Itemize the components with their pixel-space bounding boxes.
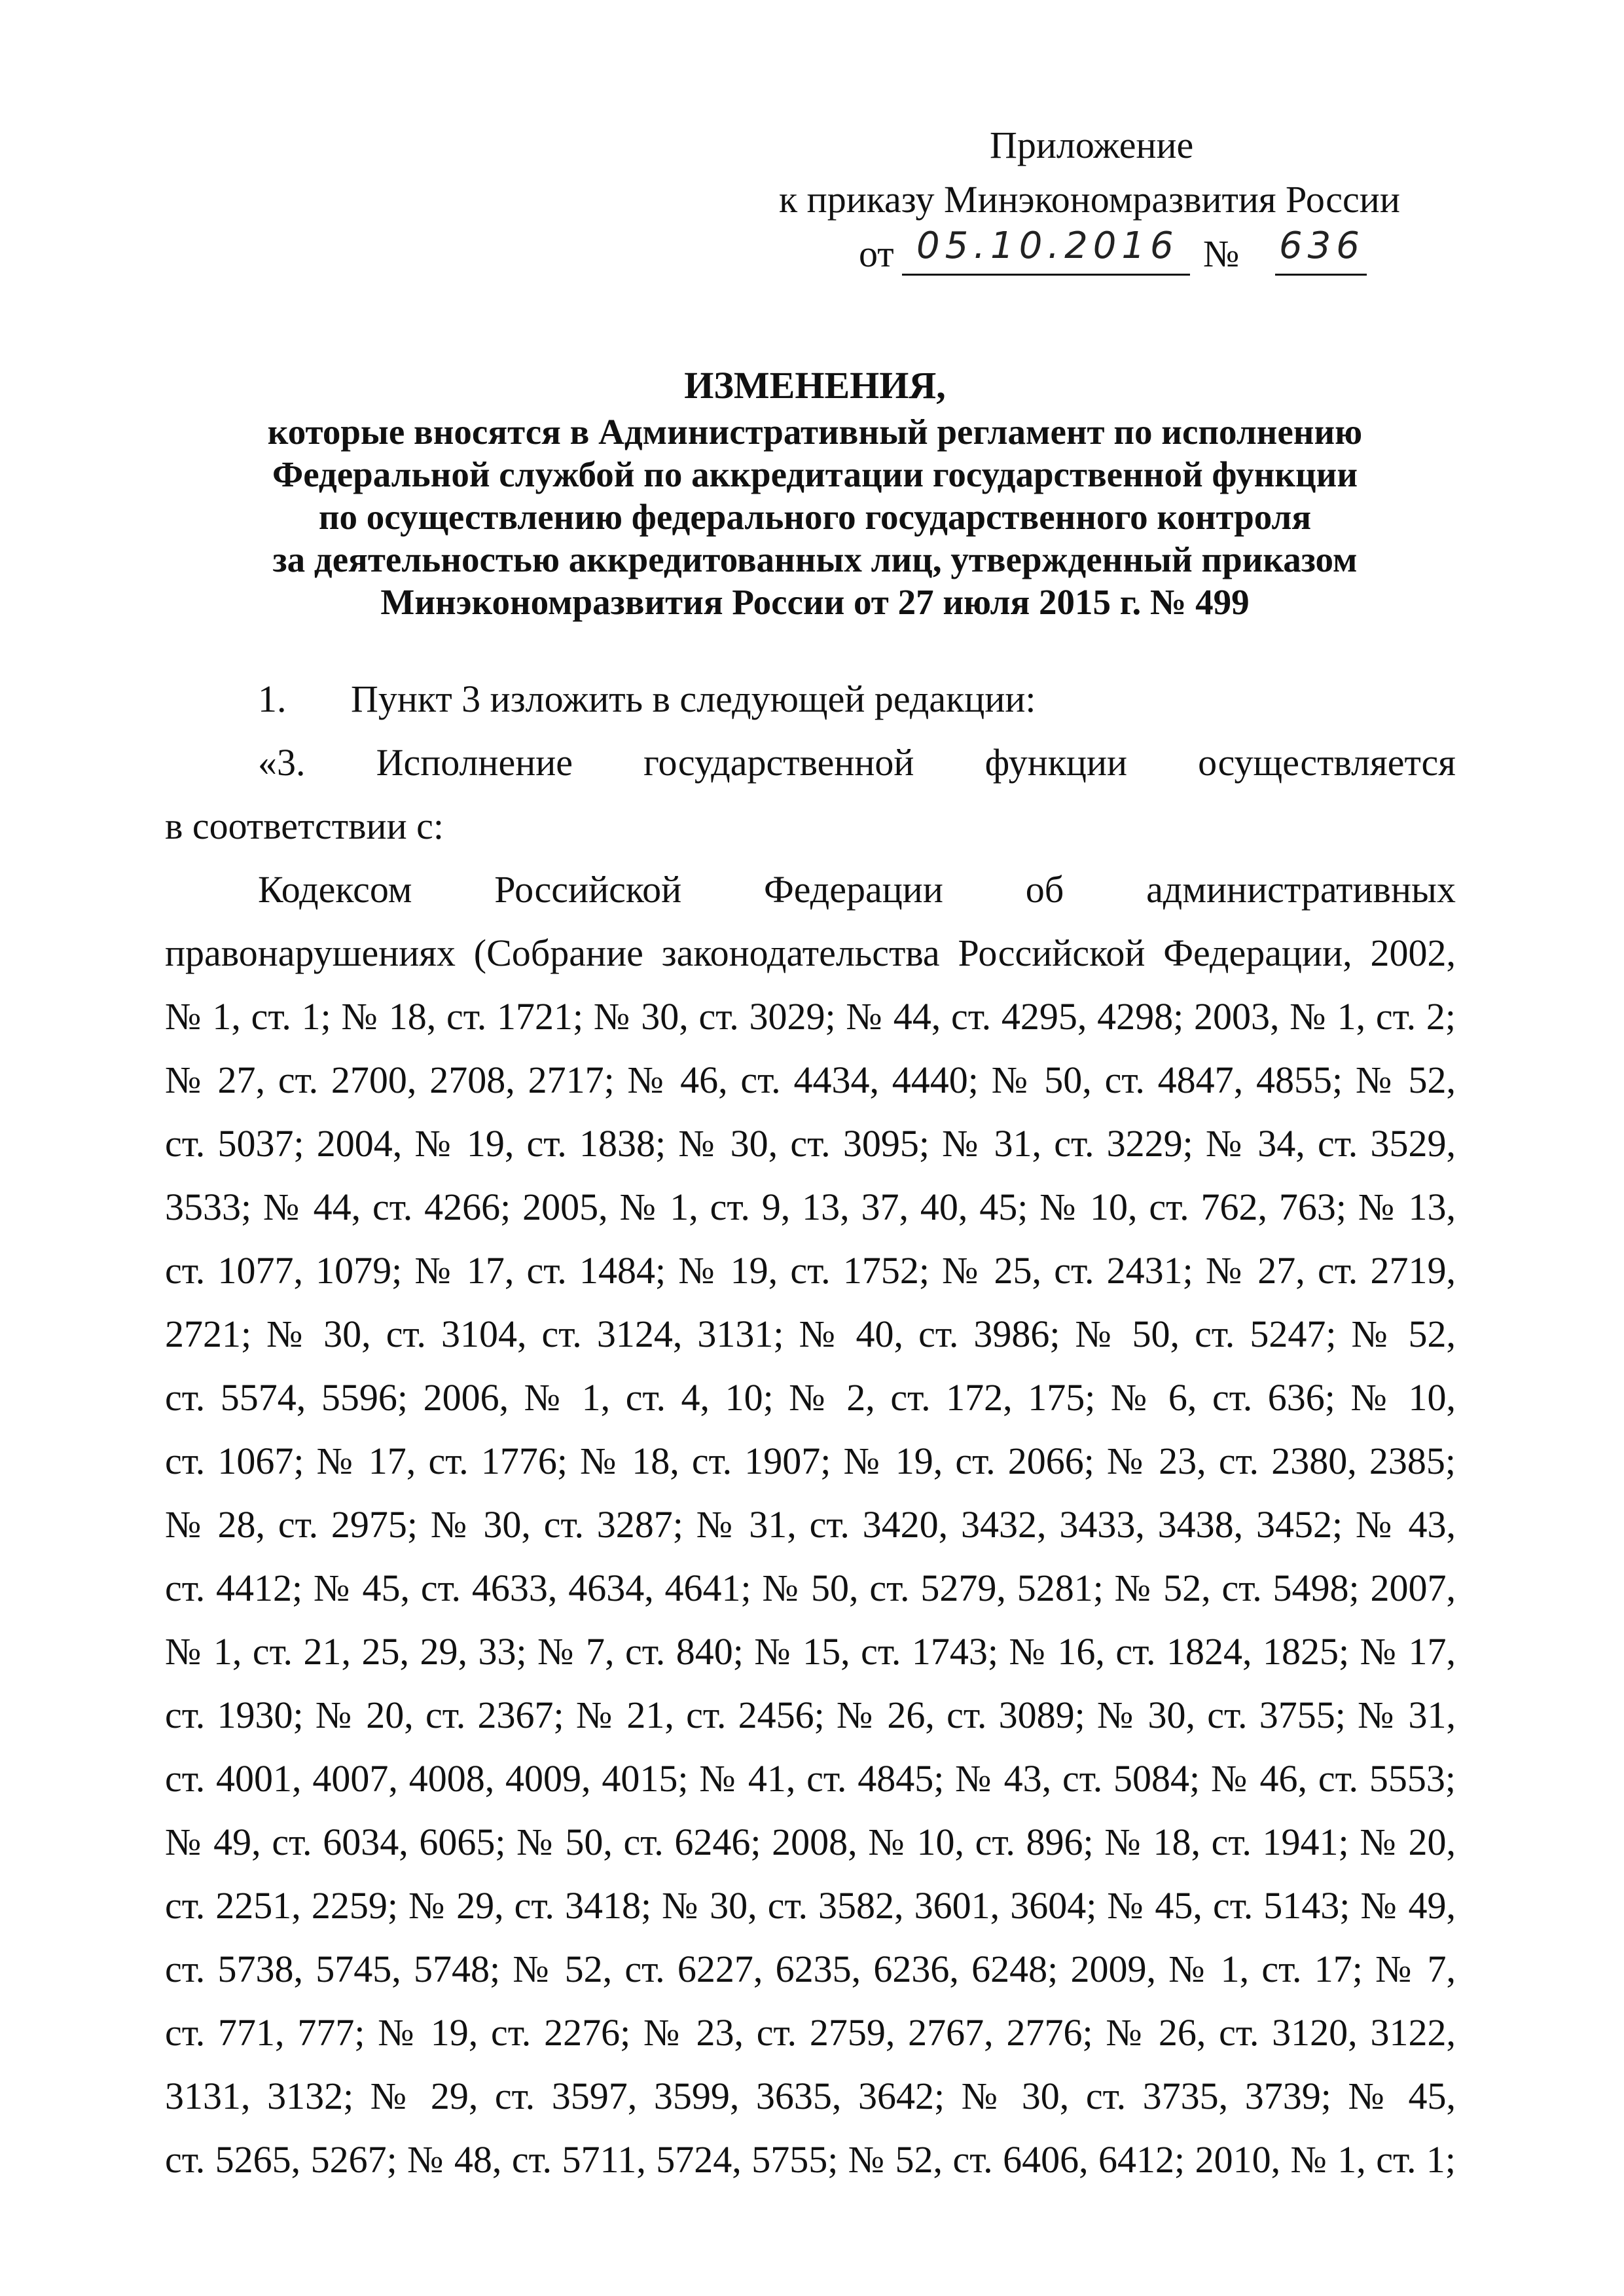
text-line: № 49, ст. 6034, 6065; № 50, ст. 6246; 2008, № 10, ст. 896; № 18, ст. 1941; № 20, (165, 1821, 1456, 1863)
text-line: ст. 1067; № 17, ст. 1776; № 18, ст. 1907; № 19, ст. 2066; № 23, ст. 2380, 2385; (165, 1440, 1456, 1482)
number-label: № (1203, 232, 1240, 275)
word: Российской (494, 868, 682, 911)
from-label: от (859, 232, 894, 275)
date-fill-line (902, 227, 1190, 276)
word: об (1025, 868, 1064, 911)
appendix-order-reference: к приказу Минэкономразвития России (779, 178, 1400, 221)
handwritten-date: 05.10.2016 (916, 225, 1179, 267)
text-line: № 27, ст. 2700, 2708, 2717; № 46, ст. 4434, 4440; № 50, ст. 4847, 4855; № 52, (165, 1059, 1456, 1101)
text-line: ст. 5037; 2004, № 19, ст. 1838; № 30, ст. 3095; № 31, ст. 3229; № 34, ст. 3529, (165, 1122, 1456, 1165)
paragraph-3-continuation: в соответствии с: (165, 805, 444, 847)
text-line: № 1, ст. 21, 25, 29, 33; № 7, ст. 840; № 15, ст. 1743; № 16, ст. 1824, 1825; № 17, (165, 1630, 1456, 1673)
text-line: ст. 1077, 1079; № 17, ст. 1484; № 19, ст. 1752; № 25, ст. 2431; № 27, ст. 2719, (165, 1249, 1456, 1292)
word: Кодексом (258, 868, 412, 911)
title-line: Федеральной службой по аккредитации государственной функции (272, 454, 1358, 494)
title-line: за деятельностью аккредитованных лиц, утвержденный приказом (272, 539, 1358, 579)
title-heading: ИЗМЕНЕНИЯ, (684, 364, 946, 407)
appendix-title: Приложение (990, 124, 1194, 166)
handwritten-number: 636 (1279, 225, 1365, 267)
title-line: Минэкономразвития России от 27 июля 2015 г. № 499 (380, 582, 1250, 622)
word: административных (1146, 868, 1456, 911)
text-line: 2721; № 30, ст. 3104, ст. 3124, 3131; № 40, ст. 3986; № 50, ст. 5247; № 52, (165, 1313, 1456, 1355)
word: осуществляется (1198, 741, 1456, 784)
text-line: ст. 4412; № 45, ст. 4633, 4634, 4641; № 50, ст. 5279, 5281; № 52, ст. 5498; 2007, (165, 1567, 1456, 1609)
item-text: Пункт 3 изложить в следующей редакции: (351, 678, 1036, 720)
appendix-date-number-line (779, 227, 1499, 285)
paragraph-3-first-line (165, 731, 1456, 794)
number-fill-line (1275, 227, 1367, 276)
word: функции (984, 741, 1128, 784)
text-line: ст. 5574, 5596; 2006, № 1, ст. 4, 10; № 2, ст. 172, 175; № 6, ст. 636; № 10, (165, 1376, 1456, 1419)
word: государственной (643, 741, 914, 784)
text-line: ст. 5265, 5267; № 48, ст. 5711, 5724, 5755; № 52, ст. 6406, 6412; 2010, № 1, ст. 1; (165, 2138, 1456, 2181)
text-line: ст. 2251, 2259; № 29, ст. 3418; № 30, ст. 3582, 3601, 3604; № 45, ст. 5143; № 49, (165, 1884, 1456, 1927)
word: «3. (258, 741, 306, 784)
text-line: ст. 1930; № 20, ст. 2367; № 21, ст. 2456; № 26, ст. 3089; № 30, ст. 3755; № 31, (165, 1694, 1456, 1736)
list-item-1 (165, 667, 1456, 731)
document-title (98, 364, 1532, 623)
item-number: 1. (258, 678, 287, 720)
word: Исполнение (376, 741, 573, 784)
code-paragraph-lines (165, 921, 1456, 2191)
text-line: правонарушениях (Собрание законодательства Российской Федерации, 2002, (165, 932, 1456, 974)
appendix-header (779, 118, 1499, 285)
title-line: по осуществлению федерального государственного контроля (318, 497, 1312, 537)
title-line: которые вносятся в Административный регламент по исполнению (267, 412, 1363, 452)
document-body (165, 667, 1456, 2191)
text-line: 3131, 3132; № 29, ст. 3597, 3599, 3635, 3642; № 30, ст. 3735, 3739; № 45, (165, 2075, 1456, 2117)
text-line: № 28, ст. 2975; № 30, ст. 3287; № 31, ст. 3420, 3432, 3433, 3438, 3452; № 43, (165, 1503, 1456, 1546)
code-paragraph-first-line (165, 858, 1456, 921)
text-line: 3533; № 44, ст. 4266; 2005, № 1, ст. 9, 13, 37, 40, 45; № 10, ст. 762, 763; № 13, (165, 1186, 1456, 1228)
text-line: ст. 771, 777; № 19, ст. 2276; № 23, ст. 2759, 2767, 2776; № 26, ст. 3120, 3122, (165, 2011, 1456, 2054)
word: Федерации (763, 868, 943, 911)
text-line: № 1, ст. 1; № 18, ст. 1721; № 30, ст. 3029; № 44, ст. 4295, 4298; 2003, № 1, ст. 2; (165, 995, 1456, 1038)
text-line: ст. 5738, 5745, 5748; № 52, ст. 6227, 6235, 6236, 6248; 2009, № 1, ст. 17; № 7, (165, 1948, 1456, 1990)
text-line: ст. 4001, 4007, 4008, 4009, 4015; № 41, ст. 4845; № 43, ст. 5084; № 46, ст. 5553; (165, 1757, 1456, 1800)
